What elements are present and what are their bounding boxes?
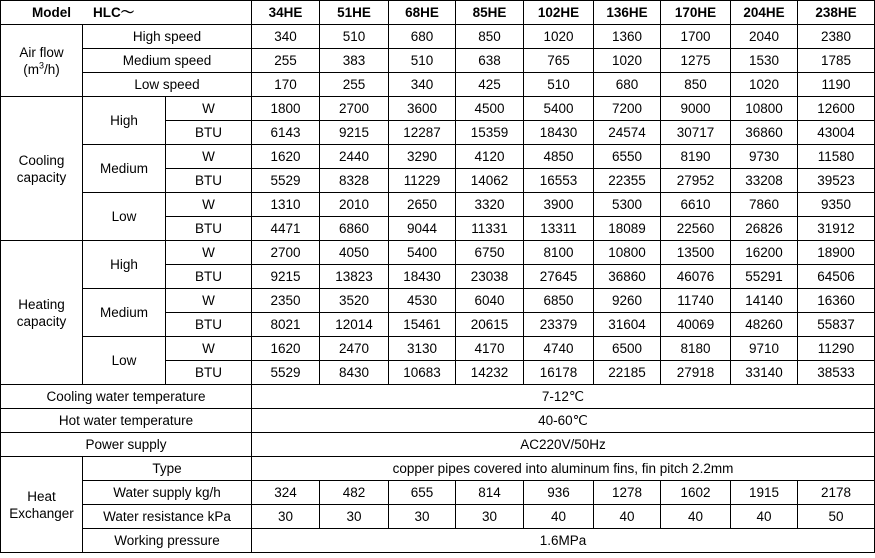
value-cell: 11331	[456, 217, 524, 241]
general-value: AC220V/50Hz	[252, 433, 875, 457]
value-cell: 510	[389, 49, 456, 73]
value-cell: 27952	[661, 169, 731, 193]
value-cell: 18900	[798, 241, 875, 265]
cooling-row	[1, 145, 875, 169]
value-cell: 8430	[320, 361, 389, 385]
model-column-header: 51HE	[320, 1, 389, 25]
value-cell: 8190	[661, 145, 731, 169]
value-cell: 6610	[661, 193, 731, 217]
airflow-category	[1, 25, 83, 97]
value-cell: 1530	[731, 49, 798, 73]
value-cell: 4050	[320, 241, 389, 265]
unit-label: BTU	[166, 121, 252, 145]
heating-row	[1, 289, 875, 313]
value-cell: 1602	[661, 481, 731, 505]
value-cell: 425	[456, 73, 524, 97]
value-cell: 1620	[252, 145, 320, 169]
value-cell: 510	[524, 73, 594, 97]
value-cell: 6500	[594, 337, 661, 361]
working-pressure-value: 1.6MPa	[252, 529, 875, 553]
value-cell: 12600	[798, 97, 875, 121]
value-cell: 1275	[661, 49, 731, 73]
value-cell: 2470	[320, 337, 389, 361]
value-cell: 2650	[389, 193, 456, 217]
value-cell: 33208	[731, 169, 798, 193]
value-cell: 30	[389, 505, 456, 529]
airflow-row	[1, 25, 875, 49]
value-cell: 3900	[524, 193, 594, 217]
general-row	[1, 409, 875, 433]
value-cell: 64506	[798, 265, 875, 289]
value-cell: 5529	[252, 169, 320, 193]
heat-exchanger-row	[1, 505, 875, 529]
airflow-label: Air flow	[19, 44, 64, 60]
water-resistance-label: Water resistance kPa	[83, 505, 252, 529]
value-cell: 11580	[798, 145, 875, 169]
value-cell: 5400	[524, 97, 594, 121]
value-cell: 30	[252, 505, 320, 529]
value-cell: 655	[389, 481, 456, 505]
value-cell: 255	[320, 73, 389, 97]
general-label: Power supply	[1, 433, 252, 457]
model-column-header: 102HE	[524, 1, 594, 25]
value-cell: 1020	[731, 73, 798, 97]
unit-label: BTU	[166, 361, 252, 385]
value-cell: 3290	[389, 145, 456, 169]
value-cell: 22560	[661, 217, 731, 241]
value-cell: 814	[456, 481, 524, 505]
value-cell: 4740	[524, 337, 594, 361]
model-column-header: 204HE	[731, 1, 798, 25]
value-cell: 13823	[320, 265, 389, 289]
value-cell: 26826	[731, 217, 798, 241]
value-cell: 9215	[252, 265, 320, 289]
unit-label: BTU	[166, 217, 252, 241]
value-cell: 13500	[661, 241, 731, 265]
general-label: Cooling water temperature	[1, 385, 252, 409]
model-label: Model	[32, 5, 71, 20]
value-cell: 850	[456, 25, 524, 49]
value-cell: 3600	[389, 97, 456, 121]
airflow-unit	[23, 62, 60, 77]
airflow-row	[1, 73, 875, 97]
speed-group-label: Medium	[83, 145, 166, 193]
general-row	[1, 433, 875, 457]
value-cell: 2178	[798, 481, 875, 505]
value-cell: 14062	[456, 169, 524, 193]
value-cell: 5300	[594, 193, 661, 217]
value-cell: 15359	[456, 121, 524, 145]
type-label: Type	[83, 457, 252, 481]
value-cell: 3320	[456, 193, 524, 217]
value-cell: 8100	[524, 241, 594, 265]
heat-exchanger-row	[1, 457, 875, 481]
model-column-header: 34HE	[252, 1, 320, 25]
value-cell: 40	[594, 505, 661, 529]
general-label: Hot water temperature	[1, 409, 252, 433]
value-cell: 1785	[798, 49, 875, 73]
value-cell: 14232	[456, 361, 524, 385]
value-cell: 31912	[798, 217, 875, 241]
value-cell: 1190	[798, 73, 875, 97]
value-cell: 170	[252, 73, 320, 97]
airflow-unit-sup: 3	[38, 60, 44, 70]
value-cell: 4471	[252, 217, 320, 241]
value-cell: 4170	[456, 337, 524, 361]
value-cell: 33140	[731, 361, 798, 385]
value-cell: 50	[798, 505, 875, 529]
general-value: 40-60℃	[252, 409, 875, 433]
speed-label: Low speed	[83, 73, 252, 97]
header-row	[1, 1, 875, 25]
cooling-category	[1, 97, 83, 241]
value-cell: 40	[524, 505, 594, 529]
value-cell: 2350	[252, 289, 320, 313]
value-cell: 255	[252, 49, 320, 73]
value-cell: 482	[320, 481, 389, 505]
heating-category	[1, 241, 83, 385]
value-cell: 6550	[594, 145, 661, 169]
model-column-header: 136HE	[594, 1, 661, 25]
unit-label: W	[166, 337, 252, 361]
speed-group-label: High	[83, 241, 166, 289]
value-cell: 1360	[594, 25, 661, 49]
value-cell: 30717	[661, 121, 731, 145]
value-cell: 15461	[389, 313, 456, 337]
water-supply-label: Water supply kg/h	[83, 481, 252, 505]
value-cell: 6860	[320, 217, 389, 241]
value-cell: 11740	[661, 289, 731, 313]
unit-label: W	[166, 193, 252, 217]
value-cell: 16200	[731, 241, 798, 265]
heat-exchanger-category	[1, 457, 83, 553]
value-cell: 765	[524, 49, 594, 73]
value-cell: 1278	[594, 481, 661, 505]
heating-label-line2: capacity	[16, 313, 67, 329]
heat-exchanger-label-line1: Heat	[27, 488, 56, 504]
value-cell: 2700	[320, 97, 389, 121]
value-cell: 8328	[320, 169, 389, 193]
value-cell: 13311	[524, 217, 594, 241]
speed-label: High speed	[83, 25, 252, 49]
value-cell: 36860	[594, 265, 661, 289]
type-value: copper pipes covered into aluminum fins, fin pitch 2.2mm	[252, 457, 875, 481]
value-cell: 8180	[661, 337, 731, 361]
value-cell: 18089	[594, 217, 661, 241]
model-header-cell	[1, 1, 252, 25]
value-cell: 2010	[320, 193, 389, 217]
value-cell: 11290	[798, 337, 875, 361]
cooling-label-line2: capacity	[16, 169, 67, 185]
value-cell: 7860	[731, 193, 798, 217]
value-cell: 510	[320, 25, 389, 49]
value-cell: 9000	[661, 97, 731, 121]
value-cell: 850	[661, 73, 731, 97]
speed-group-label: Medium	[83, 289, 166, 337]
airflow-unit-pre: (m	[23, 61, 39, 77]
value-cell: 3520	[320, 289, 389, 313]
value-cell: 4850	[524, 145, 594, 169]
value-cell: 22185	[594, 361, 661, 385]
value-cell: 23379	[524, 313, 594, 337]
value-cell: 40	[731, 505, 798, 529]
speed-group-label: High	[83, 97, 166, 145]
value-cell: 46076	[661, 265, 731, 289]
unit-label: W	[166, 145, 252, 169]
value-cell: 1800	[252, 97, 320, 121]
spec-table-body	[1, 1, 875, 553]
general-value: 7-12℃	[252, 385, 875, 409]
speed-label: Medium speed	[83, 49, 252, 73]
unit-label: BTU	[166, 169, 252, 193]
value-cell: 30	[456, 505, 524, 529]
unit-label: W	[166, 289, 252, 313]
unit-label: BTU	[166, 313, 252, 337]
value-cell: 680	[594, 73, 661, 97]
value-cell: 23038	[456, 265, 524, 289]
value-cell: 9215	[320, 121, 389, 145]
value-cell: 16553	[524, 169, 594, 193]
cooling-row	[1, 97, 875, 121]
cooling-row	[1, 193, 875, 217]
value-cell: 1915	[731, 481, 798, 505]
value-cell: 340	[389, 73, 456, 97]
value-cell: 6143	[252, 121, 320, 145]
value-cell: 1020	[594, 49, 661, 73]
value-cell: 40069	[661, 313, 731, 337]
value-cell: 55837	[798, 313, 875, 337]
heating-row	[1, 337, 875, 361]
value-cell: 9260	[594, 289, 661, 313]
value-cell: 38533	[798, 361, 875, 385]
value-cell: 1020	[524, 25, 594, 49]
value-cell: 936	[524, 481, 594, 505]
value-cell: 6040	[456, 289, 524, 313]
model-column-header: 238HE	[798, 1, 875, 25]
value-cell: 10683	[389, 361, 456, 385]
value-cell: 48260	[731, 313, 798, 337]
value-cell: 16360	[798, 289, 875, 313]
speed-group-label: Low	[83, 337, 166, 385]
value-cell: 10800	[594, 241, 661, 265]
value-cell: 6750	[456, 241, 524, 265]
value-cell: 22355	[594, 169, 661, 193]
value-cell: 18430	[389, 265, 456, 289]
airflow-row	[1, 49, 875, 73]
value-cell: 39523	[798, 169, 875, 193]
value-cell: 24574	[594, 121, 661, 145]
value-cell: 8021	[252, 313, 320, 337]
value-cell: 324	[252, 481, 320, 505]
value-cell: 2440	[320, 145, 389, 169]
value-cell: 1620	[252, 337, 320, 361]
value-cell: 4530	[389, 289, 456, 313]
working-pressure-label: Working pressure	[83, 529, 252, 553]
value-cell: 27645	[524, 265, 594, 289]
value-cell: 9710	[731, 337, 798, 361]
value-cell: 4120	[456, 145, 524, 169]
heat-exchanger-row	[1, 529, 875, 553]
value-cell: 11229	[389, 169, 456, 193]
model-column-header: 170HE	[661, 1, 731, 25]
value-cell: 43004	[798, 121, 875, 145]
value-cell: 5400	[389, 241, 456, 265]
value-cell: 383	[320, 49, 389, 73]
value-cell: 12287	[389, 121, 456, 145]
value-cell: 638	[456, 49, 524, 73]
value-cell: 680	[389, 25, 456, 49]
value-cell: 7200	[594, 97, 661, 121]
value-cell: 2700	[252, 241, 320, 265]
model-column-header: 68HE	[389, 1, 456, 25]
heat-exchanger-row	[1, 481, 875, 505]
heating-row	[1, 241, 875, 265]
value-cell: 6850	[524, 289, 594, 313]
value-cell: 30	[320, 505, 389, 529]
cooling-label-line1: Cooling	[18, 152, 65, 168]
value-cell: 9730	[731, 145, 798, 169]
heating-label-line1: Heating	[18, 296, 65, 312]
value-cell: 1310	[252, 193, 320, 217]
value-cell: 31604	[594, 313, 661, 337]
unit-label: W	[166, 97, 252, 121]
series-label: HLC～	[93, 5, 135, 20]
value-cell: 18430	[524, 121, 594, 145]
value-cell: 2380	[798, 25, 875, 49]
value-cell: 16178	[524, 361, 594, 385]
unit-label: BTU	[166, 265, 252, 289]
value-cell: 36860	[731, 121, 798, 145]
value-cell: 40	[661, 505, 731, 529]
value-cell: 27918	[661, 361, 731, 385]
value-cell: 9350	[798, 193, 875, 217]
value-cell: 3130	[389, 337, 456, 361]
unit-label: W	[166, 241, 252, 265]
model-column-header: 85HE	[456, 1, 524, 25]
value-cell: 20615	[456, 313, 524, 337]
value-cell: 340	[252, 25, 320, 49]
speed-group-label: Low	[83, 193, 166, 241]
value-cell: 5529	[252, 361, 320, 385]
value-cell: 1700	[661, 25, 731, 49]
value-cell: 14140	[731, 289, 798, 313]
airflow-unit-post: /h)	[44, 61, 60, 77]
value-cell: 10800	[731, 97, 798, 121]
heat-exchanger-label-line2: Exchanger	[9, 505, 74, 521]
value-cell: 2040	[731, 25, 798, 49]
value-cell: 12014	[320, 313, 389, 337]
general-row	[1, 385, 875, 409]
value-cell: 55291	[731, 265, 798, 289]
value-cell: 9044	[389, 217, 456, 241]
value-cell: 4500	[456, 97, 524, 121]
